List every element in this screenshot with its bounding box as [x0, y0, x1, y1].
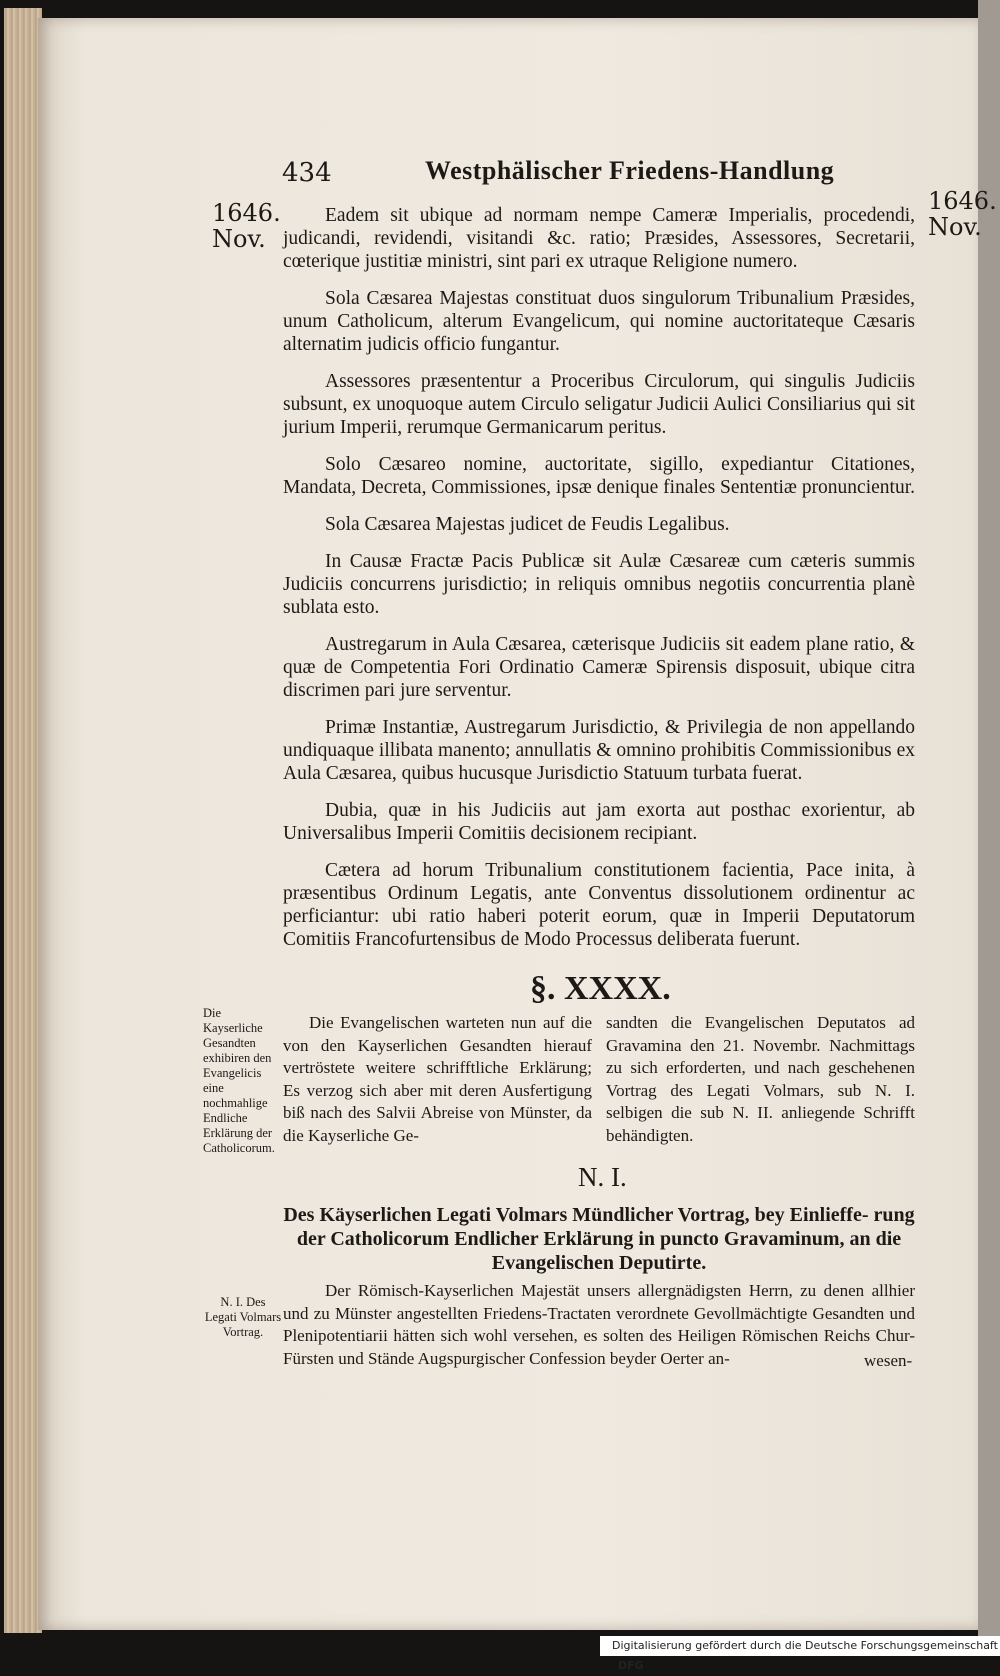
paragraph: Sola Cæsarea Majestas constituat duos singulorum Tribunalium Præsides, unum Catholicum, alterum Evangelicum, qui nomine auctoritateque Cæsaris alternatim judicis officio fungantur.: [283, 288, 915, 355]
page-number: 434: [282, 158, 332, 188]
footer-credit: [600, 1636, 1000, 1672]
column-left: Die Evangelischen warteten nun auf die von den Kayserlichen Gesandten hierauf vertröstete weitere schrifftliche Erklärung; Es verzog sich aber mit deren Ausfertigung biß nach des Salvii Abreise von Münster, da die Kayserliche Ge-: [283, 1013, 592, 1145]
paragraph: In Causæ Fractæ Pacis Publicæ sit Aulæ Cæsareæ cum cæteris summis Judiciis concurrens jurisdictio; in reliquis omnibus negotiis concurrentia planè sublata esto.: [283, 551, 915, 618]
margin-year-right: 1646. Nov.: [928, 187, 997, 241]
margin-note-1: Die Kayserliche Gesandten exhibiren den Evangelicis eine nochmahlige Endliche Erklärung der Catholicorum.: [203, 1006, 275, 1155]
page-edge: [4, 8, 42, 1633]
paragraph: Solo Cæsareo nomine, auctoritate, sigillo, expediantur Citationes, Mandata, Decreta, Commissiones, ipsæ denique finales Sententiæ pronuncientur.: [283, 454, 915, 498]
paragraph: Dubia, quæ in his Judiciis aut jam exorta aut posthac exorientur, ab Universalibus Imperii Comitiis decisionem recipiant.: [283, 800, 915, 844]
margin-year-left: 1646. Nov.: [212, 199, 281, 253]
document-number: N. I.: [578, 1162, 627, 1192]
two-column-text: [283, 1012, 915, 1147]
latin-text-block: [283, 204, 915, 965]
running-title: Westphälischer Friedens-Handlung: [425, 156, 835, 185]
section-heading: §. XXXX.: [530, 970, 671, 1007]
column-right: sandten die Evangelischen Deputatos ad Gravamina den 21. Novembr. Nachmittags zu sich erforderten, und nach geschehenen Vortrag des Legati Volmars, sub N. I. selbigen die sub N. II. anliegende Schrifft behändigten.: [606, 1013, 915, 1145]
paragraph: Austregarum in Aula Cæsarea, cæterisque Judiciis sit eadem plane ratio, & quæ de Competentia Fori Ordinatio Cameræ Spirensis disposuit, ubique citra discrimen pari jure serventur.: [283, 634, 915, 701]
paragraph: Cætera ad horum Tribunalium constitutionem facientia, Pace inita, à præsentibus Ordinum Legatis, ante Conventus dissolutionem ordinentur ac perficiantur: ubi ratio haberi poterit eorum, quæ in Imperii Deputatorum Comitiis Francofurtensibus de Modo Processus deliberata fuerunt.: [283, 860, 915, 950]
paragraph: Sola Cæsarea Majestas judicet de Feudis Legalibus.: [325, 514, 730, 535]
footer-text: Digitalisierung gefördert durch die Deutsche Forschungsgemeinschaft: [612, 1639, 998, 1652]
final-paragraph: Der Römisch-Kayserlichen Majestät unsers allergnädigsten Herrn, zu denen allhier und zu Münster angestellten Friedens-Tractaten verordnete Gevollmächtigte Gesandten und Plenipotentiarii hätten sich wohl versehen, es solten des Heiligen Römischen Reichs Chur-Fürsten und Stände Augspurgischer Confession beyder Oerter an-: [283, 1281, 915, 1368]
paragraph: Primæ Instantiæ, Austregarum Jurisdictio, & Privilegia de non appellando undiquaque illibata manento; annullatis & omnino prohibitis Commissionibus ex Aula Cæsarea, quibus hucusque Jurisdictio Statuum turbata fuerat.: [283, 717, 915, 784]
paragraph: Assessores præsententur a Proceribus Circulorum, qui singulis Judiciis subsunt, ex unoquoque autem Circulo seligatur Judicii Aulici Consiliarius qui sit jurium Imperii, rerumque Germanicarum peritus.: [283, 371, 915, 438]
dfg-logo: DFG: [618, 1659, 644, 1672]
document-title: Des Käyserlichen Legati Volmars Mündlicher Vortrag, bey Einlieffe- rung der Catholicorum Endlicher Erklärung in puncto Gravaminum, an die Evangelischen Deputirte.: [283, 1204, 915, 1274]
margin-note-2: N. I. Des Legati Volmars Vortrag.: [204, 1295, 282, 1339]
paragraph: Eadem sit ubique ad normam nempe Cameræ Imperialis, procedendi, judicandi, revidendi, visitandi &c. ratio; Præsides, Assessores, Secretarii, cœterique justitiæ ministri, sint pari ex utraque Religione numero.: [283, 205, 915, 272]
catchword: wesen-: [864, 1351, 913, 1370]
scan-border: [978, 0, 1000, 1656]
